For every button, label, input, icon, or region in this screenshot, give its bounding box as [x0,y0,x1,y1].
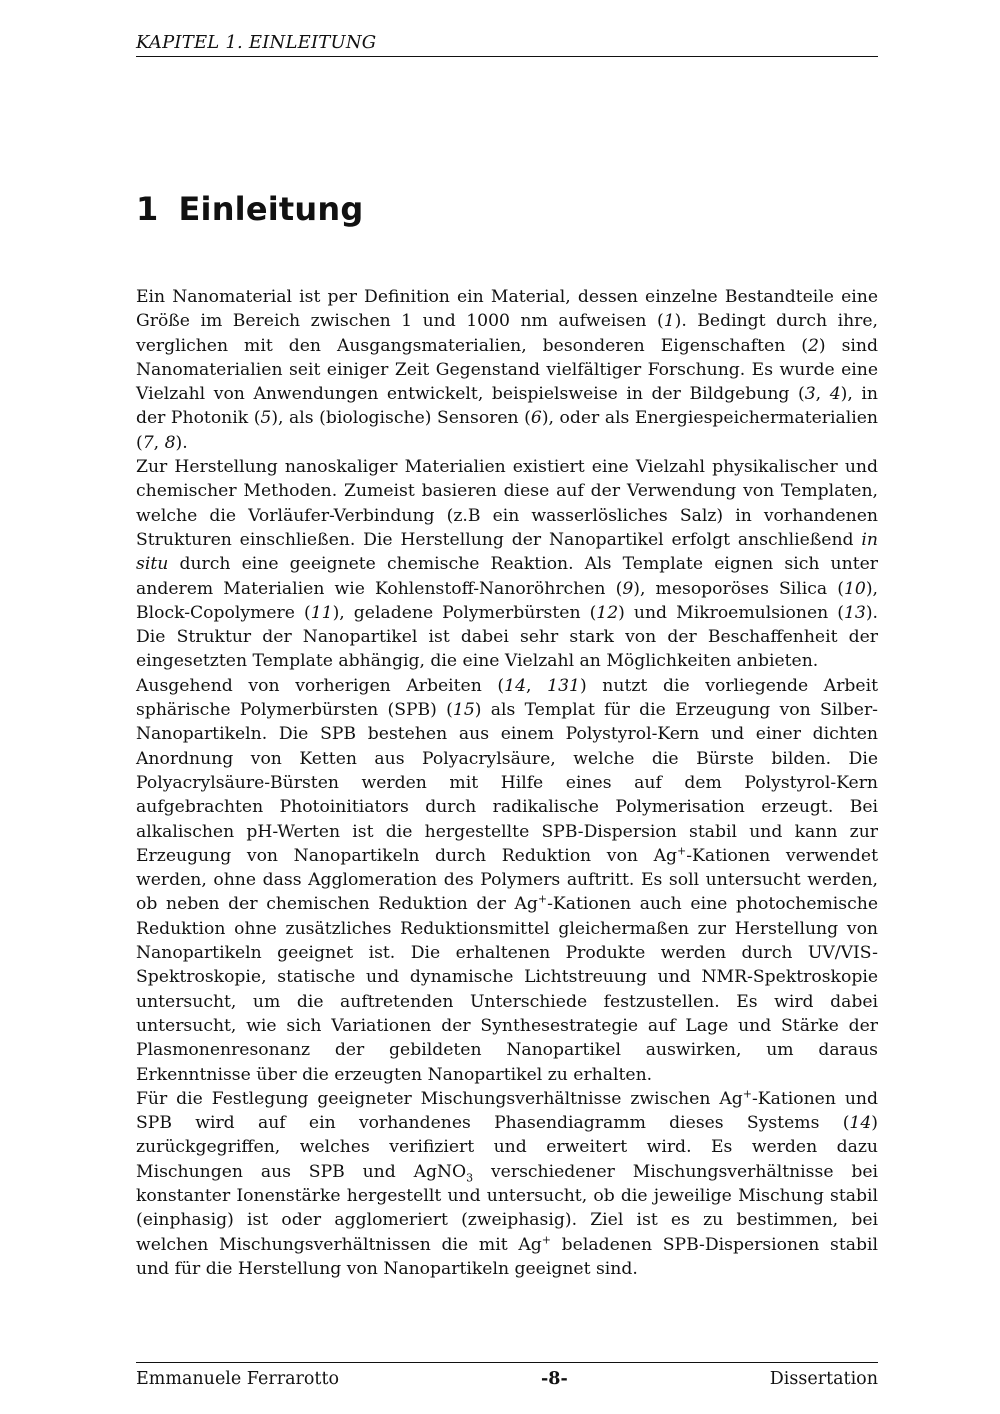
text-run: Ausgehend von vorherigen Arbeiten ( [136,675,505,696]
text-run: ) nutzt die vorliegende Arbeit sphärische Polymerbürsten (SPB) ( [136,675,878,721]
chem-script: + [537,892,548,906]
paragraph [136,674,878,1087]
text-run: -Kationen verwendet werden, ohne dass Agglomeration des Polymers auftritt. Es soll untersucht werden, ob neben der chemischen Reduktion der Ag [136,845,878,915]
citation-ref: 10 [843,578,866,599]
chem-script: 3 [466,1171,474,1185]
footer-author: Emmanuele Ferrarotto [136,1369,340,1389]
citation-ref: 7 [142,432,154,453]
running-header [136,32,878,57]
text-run: ), geladene Polymerbürsten ( [332,602,597,623]
chem-script: + [541,1232,551,1246]
citation-ref: in situ [136,529,878,575]
citation-ref: 14 [849,1113,872,1134]
citation-ref: 5 [260,408,272,429]
citation-ref: 8 [164,432,176,453]
text-run: ) und Mikroemulsionen ( [618,602,844,623]
chem-script: + [742,1087,752,1101]
chem-script: + [677,844,687,858]
citation-ref: 9 [622,578,634,599]
citation-ref: 6 [530,408,542,429]
chapter-heading [136,190,363,228]
text-run: ) als Templat für die Erzeugung von Silber-Nanopartikeln. Die SPB bestehen aus einem Polystyrol-Kern und einer dichten Anordnung von Ketten aus Polyacrylsäure, welche die Bürste bilden. Die Polyacrylsäure-Bürsten werden mit Hilfe eines auf dem Polystyrol-Kern aufgebrachten Photoinitiators durch radikalische Polymerisation erzeugt. Bei alkalischen pH-Werten ist die hergestellte SPB-Dispersion stabil und kann zur Erzeugung von Nanopartikeln durch Reduktion von Ag [136,700,878,866]
citation-ref: 14 [504,675,527,696]
chapter-title: Einleitung [178,190,364,228]
text-run: ), als (biologische) Sensoren ( [271,408,531,429]
paragraph [136,455,878,674]
running-header-title: KAPITEL 1. EINLEITUNG [136,32,377,53]
text-run: , [526,675,548,696]
text-run: Zur Herstellung nanoskaliger Materialien existiert eine Vielzahl physikalischer und chemischer Methoden. Zumeist basieren diese auf der Verwendung von Templaten, welche die Vorläufer-Verbindung (z.B ein wasserlösliches Salz) in vorhandenen Strukturen einschließen. Die Herstellung der Nanopartikel erfolgt anschließend [136,457,878,550]
chapter-number: 1 [136,190,159,228]
text-run: , [153,432,165,453]
text-run: beladenen SPB-Dispersionen stabil und für die Herstellung von Nanopartikeln geeignet sind. [136,1234,878,1279]
citation-ref: 4 [829,384,841,405]
text-run: Ein Nanomaterial ist per Definition ein Material, dessen einzelne Bestandteile eine Größe im Bereich zwischen 1 und 1000 nm aufweisen ( [136,287,878,332]
text-run: , [815,384,830,405]
text-run: -Kationen und SPB wird auf ein vorhandenes Phasendiagramm dieses Systems ( [136,1088,878,1134]
text-run: ), oder als Energiespeichermaterialien ( [136,408,878,453]
citation-ref: 3 [804,384,816,405]
text-run: verschiedener Mischungsverhältnisse bei konstanter Ionenstärke hergestellt und untersucht, ob die jeweilige Mischung stabil (einphasig) ist oder agglomeriert (zweiphasig). Ziel ist es zu bestimmen, bei welchen Mischungsverhältnissen die mit Ag [136,1161,879,1255]
text-run: -Kationen auch eine photochemische Reduktion ohne zusätzliches Reduktionsmittel gleichermaßen zur Herstellung von Nanopartikeln geeignet ist. Die erhaltenen Produkte werden durch UV/VIS-Spektroskopie, statische und dynamische Lichtstreuung und NMR-Spektroskopie untersucht, um die auftretenden Unterschiede festzustellen. Es wird dabei untersucht, wie sich Variationen der Synthesestrategie auf Lage und Stärke der Plasmonenresonanz der gebildeten Nanopartikel auswirken, um daraus Erkenntnisse über die erzeugten Nanopartikel zu erhalten. [136,894,878,1085]
citation-ref: 2 [807,335,819,356]
footer-document-type: Dissertation [769,1369,878,1389]
citation-ref: 131 [547,675,580,696]
text-run: ) zurückgegriffen, welches verifiziert und erweitert wird. Es werden dazu Mischungen aus SPB und AgNO [136,1113,878,1182]
text-run: ). [175,432,188,453]
text-run: ), Block-Copolymere ( [136,578,878,623]
text-run: ) sind Nanomaterialien seit einiger Zeit Gegenstand vielfältiger Forschung. Es wurde eine Vielzahl von Anwendungen entwickelt, beispielsweise in der Bildgebung ( [136,335,878,405]
citation-ref: 13 [843,602,866,623]
text-run: durch eine geeignete chemische Reaktion. Als Template eignen sich unter anderem Materialien wie Kohlenstoff-Nanoröhrchen ( [136,554,878,599]
paragraph [136,1087,878,1281]
text-run: ). Bedingt durch ihre, verglichen mit den Ausgangsmaterialien, besonderen Eigenschaften ( [136,311,878,356]
citation-ref: 1 [663,311,675,332]
text-run: ), in der Photonik ( [136,384,878,429]
page-number: -8- [541,1369,568,1389]
citation-ref: 12 [596,602,619,623]
text-run: ). Die Struktur der Nanopartikel ist dabei sehr stark von der Beschaffenheit der eingesetzten Template abhängig, die eine Vielzahl an Möglichkeiten anbieten. [136,602,878,672]
body-text [136,285,878,1281]
text-run: ), mesoporöses Silica ( [633,578,844,599]
citation-ref: 15 [452,700,475,721]
running-footer [136,1362,878,1389]
citation-ref: 11 [310,602,333,623]
paragraph [136,285,878,455]
text-run: Für die Festlegung geeigneter Mischungsverhältnisse zwischen Ag [136,1088,743,1109]
